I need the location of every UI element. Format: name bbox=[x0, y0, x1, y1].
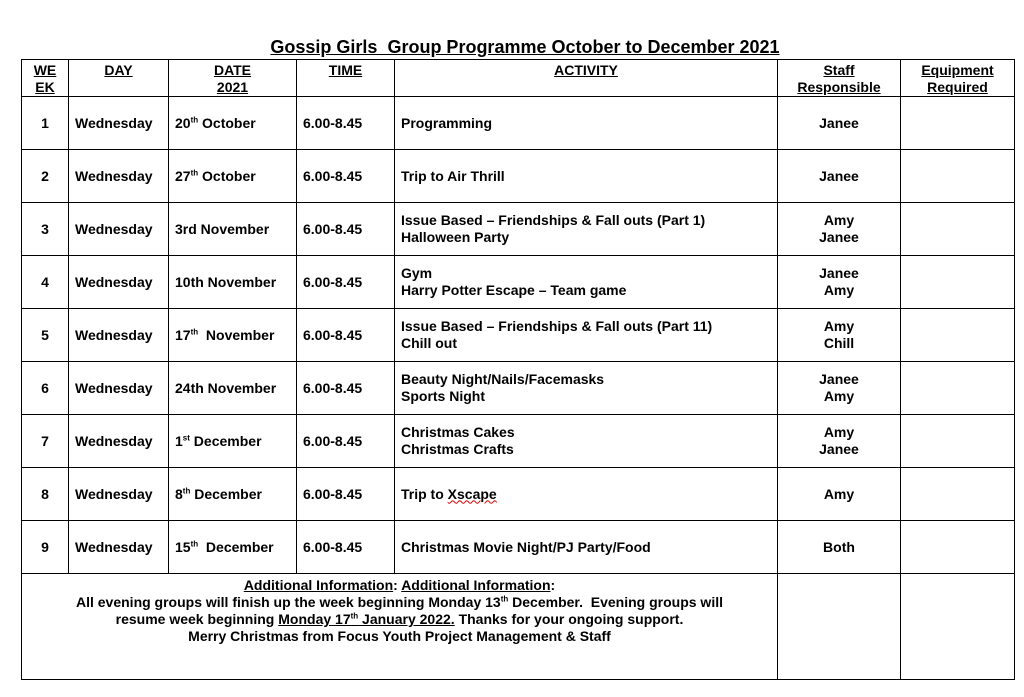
staff-name: Janee bbox=[819, 265, 859, 281]
day-cell: Wednesday bbox=[69, 256, 169, 309]
staff-name: Amy bbox=[823, 424, 855, 440]
activity-line: Christmas Movie Night/PJ Party/Food bbox=[401, 538, 651, 555]
staff-name: Amy bbox=[823, 318, 855, 334]
title-text: Gossip Girls Group Programme October to December 2021 bbox=[270, 37, 780, 57]
time-cell: 6.00-8.45 bbox=[297, 309, 395, 362]
activity-line: Trip to Air Thrill bbox=[401, 167, 505, 184]
time-cell: 6.00-8.45 bbox=[297, 468, 395, 521]
activity-cell bbox=[395, 521, 778, 574]
date-cell: 27th October bbox=[169, 150, 297, 203]
week-cell: 1 bbox=[22, 97, 69, 150]
activity-cell bbox=[395, 150, 778, 203]
week-cell: 4 bbox=[22, 256, 69, 309]
date-cell: 1st December bbox=[169, 415, 297, 468]
staff-cell bbox=[778, 256, 901, 309]
activity-line: Christmas Cakes bbox=[401, 424, 515, 440]
staff-name: Chill bbox=[823, 335, 855, 351]
header-row bbox=[22, 60, 1015, 97]
date-cell: 17th November bbox=[169, 309, 297, 362]
day-cell: Wednesday bbox=[69, 203, 169, 256]
week-cell: 5 bbox=[22, 309, 69, 362]
week-cell: 7 bbox=[22, 415, 69, 468]
equipment-cell bbox=[901, 309, 1015, 362]
activity-cell bbox=[395, 256, 778, 309]
activity-cell bbox=[395, 468, 778, 521]
activity-cell bbox=[395, 97, 778, 150]
time-cell: 6.00-8.45 bbox=[297, 362, 395, 415]
equipment-cell bbox=[901, 468, 1015, 521]
activity-cell bbox=[395, 203, 778, 256]
staff-name: Janee bbox=[819, 229, 859, 245]
equipment-cell bbox=[901, 362, 1015, 415]
week-cell: 8 bbox=[22, 468, 69, 521]
staff-cell bbox=[778, 468, 901, 521]
day-cell: Wednesday bbox=[69, 415, 169, 468]
table-row bbox=[22, 415, 1015, 468]
day-cell: Wednesday bbox=[69, 97, 169, 150]
staff-name: Both bbox=[823, 538, 855, 555]
activity-line: Issue Based – Friendships & Fall outs (Part 11) bbox=[401, 318, 713, 334]
activity-line: Beauty Night/Nails/Facemasks bbox=[401, 371, 605, 387]
table-row bbox=[22, 203, 1015, 256]
table-row bbox=[22, 97, 1015, 150]
table-row bbox=[22, 256, 1015, 309]
additional-information: Additional Information: Additional Information: All evening groups will finish up the week beginning Monday 13th December. Evening groups will resume week beginning Monday 17th January 2022. Thanks for your ongoing support. Merry Christmas from Focus Youth Project Management & Staff bbox=[22, 574, 778, 680]
date-cell: 20th October bbox=[169, 97, 297, 150]
time-cell: 6.00-8.45 bbox=[297, 203, 395, 256]
date-cell: 3rd November bbox=[169, 203, 297, 256]
header-staff: Staff Responsible bbox=[778, 60, 901, 97]
staff-name: Janee bbox=[819, 167, 859, 184]
footer-staff-cell bbox=[778, 574, 901, 680]
time-cell: 6.00-8.45 bbox=[297, 415, 395, 468]
equipment-cell bbox=[901, 415, 1015, 468]
week-cell: 9 bbox=[22, 521, 69, 574]
table-row bbox=[22, 309, 1015, 362]
date-cell: 24th November bbox=[169, 362, 297, 415]
day-cell: Wednesday bbox=[69, 468, 169, 521]
time-cell: 6.00-8.45 bbox=[297, 97, 395, 150]
activity-line: Gym bbox=[401, 265, 433, 281]
staff-name: Janee bbox=[819, 441, 859, 457]
staff-cell bbox=[778, 309, 901, 362]
staff-cell bbox=[778, 97, 901, 150]
activity-line: Halloween Party bbox=[401, 229, 510, 245]
activity-cell bbox=[395, 415, 778, 468]
staff-name: Amy bbox=[823, 485, 855, 502]
equipment-cell bbox=[901, 97, 1015, 150]
activity-line: Christmas Crafts bbox=[401, 441, 514, 457]
day-cell: Wednesday bbox=[69, 362, 169, 415]
equipment-cell bbox=[901, 150, 1015, 203]
footer-equipment-cell bbox=[901, 574, 1015, 680]
staff-cell bbox=[778, 521, 901, 574]
table-row bbox=[22, 362, 1015, 415]
staff-cell bbox=[778, 203, 901, 256]
page-title bbox=[0, 36, 1024, 58]
header-date: DATE 2021 bbox=[169, 60, 297, 97]
week-cell: 6 bbox=[22, 362, 69, 415]
equipment-cell bbox=[901, 256, 1015, 309]
week-cell: 2 bbox=[22, 150, 69, 203]
activity-cell bbox=[395, 309, 778, 362]
table-row bbox=[22, 150, 1015, 203]
activity-line: Trip to Xscape bbox=[401, 485, 497, 502]
staff-name: Amy bbox=[823, 388, 855, 404]
activity-cell bbox=[395, 362, 778, 415]
header-activity: ACTIVITY bbox=[395, 60, 778, 97]
equipment-cell bbox=[901, 203, 1015, 256]
activity-line: Chill out bbox=[401, 335, 457, 351]
table-row bbox=[22, 521, 1015, 574]
header-day: DAY bbox=[69, 60, 169, 97]
day-cell: Wednesday bbox=[69, 521, 169, 574]
day-cell: Wednesday bbox=[69, 150, 169, 203]
date-cell: 15th December bbox=[169, 521, 297, 574]
staff-name: Janee bbox=[819, 371, 859, 387]
staff-cell bbox=[778, 362, 901, 415]
day-cell: Wednesday bbox=[69, 309, 169, 362]
time-cell: 6.00-8.45 bbox=[297, 256, 395, 309]
header-week: WE EK bbox=[22, 60, 69, 97]
equipment-cell bbox=[901, 521, 1015, 574]
staff-name: Janee bbox=[819, 114, 859, 131]
footer-row bbox=[22, 574, 1015, 680]
header-time: TIME bbox=[297, 60, 395, 97]
activity-line: Harry Potter Escape – Team game bbox=[401, 282, 627, 298]
header-equipment: Equipment Required bbox=[901, 60, 1015, 97]
activity-line: Programming bbox=[401, 114, 493, 131]
staff-name: Amy bbox=[823, 282, 855, 298]
week-cell: 3 bbox=[22, 203, 69, 256]
programme-table bbox=[21, 59, 1015, 680]
activity-line: Sports Night bbox=[401, 388, 485, 404]
activity-line: Issue Based – Friendships & Fall outs (Part 1) bbox=[401, 212, 706, 228]
table-row bbox=[22, 468, 1015, 521]
staff-cell bbox=[778, 415, 901, 468]
staff-cell bbox=[778, 150, 901, 203]
date-cell: 8th December bbox=[169, 468, 297, 521]
time-cell: 6.00-8.45 bbox=[297, 521, 395, 574]
staff-name: Amy bbox=[823, 212, 855, 228]
date-cell: 10th November bbox=[169, 256, 297, 309]
time-cell: 6.00-8.45 bbox=[297, 150, 395, 203]
